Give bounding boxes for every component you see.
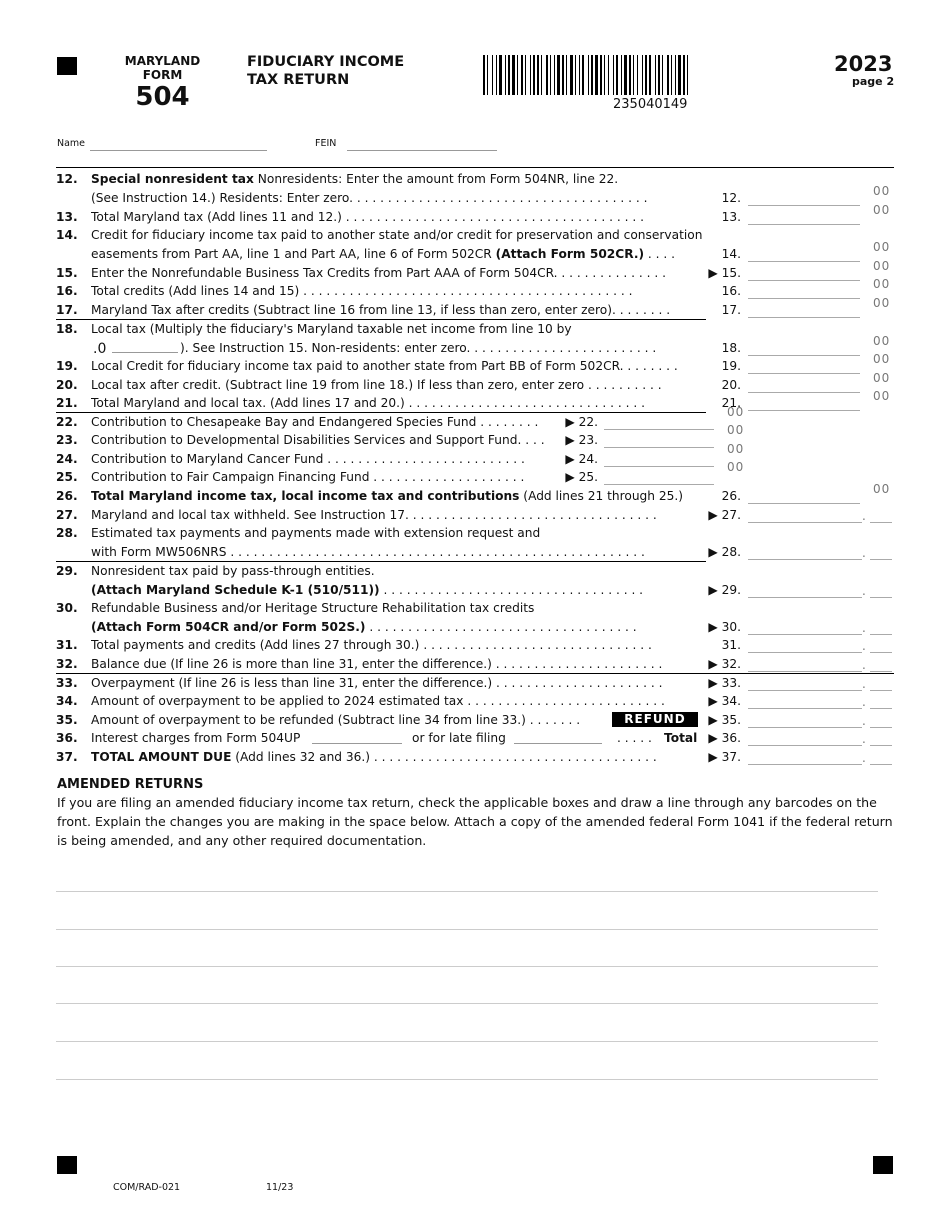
line-23-row [56,431,896,449]
line-29-cents-input[interactable] [870,583,892,598]
form-number: 504 [135,82,190,112]
line-25-input[interactable] [604,470,714,485]
line-24-cents: 00 [727,442,745,456]
line-32-cents-input[interactable] [870,657,892,672]
barcode-bar [483,55,485,95]
tax-year: 2023 [834,52,893,76]
line-ref-23: ▶ 23. [565,433,598,447]
name-label: Name [57,138,86,149]
barcode-bar [683,55,685,95]
line-ref-37: ▶ 37. [708,750,741,764]
barcode-bar [546,55,548,95]
barcode-bar [521,55,523,95]
total-label: Total [664,731,698,745]
line-32-decimal: . [862,658,866,672]
explanation-line-6[interactable] [56,1079,878,1080]
line-24-row [56,450,896,468]
line-12-bold: Special nonresident tax [91,172,254,186]
line-ref-19: 19. [721,359,741,373]
barcode-bar [678,55,681,95]
barcode-bar [499,55,502,95]
line-15-text: Enter the Nonrefundable Business Tax Credits from Part AAA of Form 504CR. . . . . . . . . . . . . . . [91,266,666,280]
page-number: page 2 [852,75,895,88]
line-ref-26: 26. [721,489,741,503]
line-28-row [56,524,896,542]
line-27-cents-input[interactable] [870,508,892,523]
line-ref-17: 17. [721,303,741,317]
section-divider [56,167,894,168]
line-24-text: Contribution to Maryland Cancer Fund . . . . . . . . . . . . . . . . . . . . . . . . . . [91,452,525,466]
line-29-bold: (Attach Maryland Schedule K-1 (510/511)) [91,583,380,597]
line-number-13: 13. [56,210,78,224]
line-number-32: 32. [56,657,78,671]
barcode-bar [505,55,506,95]
line-29-decimal: . [862,584,866,598]
barcode-bar [537,55,539,95]
line-30-cents-input[interactable] [870,620,892,635]
line-28-cents-input[interactable] [870,545,892,560]
line-number-27: 27. [56,508,78,522]
line-14-pre: easements from Part AA, line 1 and Part AA, line 6 of Form 502CR [91,247,496,261]
form-code: COM/RAD-021 [113,1182,181,1193]
interest-504up-input[interactable] [312,743,402,744]
line-number-18: 18. [56,322,78,336]
barcode-bar [517,55,518,95]
state-name: MARYLAND [124,54,201,68]
local-rate-input[interactable] [112,352,178,353]
line-12-cents: 00 [873,184,891,198]
explanation-line-3[interactable] [56,966,878,967]
line-ref-30: ▶ 30. [708,620,741,634]
line-36-input[interactable] [748,731,862,746]
registration-mark-top-left [57,57,77,75]
line-27-text: Maryland and local tax withheld. See Instruction 17. . . . . . . . . . . . . . . . . . . . . . . . . . . . . . . . . [91,508,657,522]
line-20-cents: 00 [873,371,891,385]
line-ref-24: ▶ 24. [565,452,598,466]
barcode-bar [621,55,622,95]
line-30-text-2 [91,618,703,636]
line-30-row [56,599,896,617]
line-26-cents: 00 [873,482,891,496]
line-number-33: 33. [56,676,78,690]
line-37-decimal: . [862,751,866,765]
barcode [483,55,691,95]
barcode-bar [533,55,535,95]
line-18-cents: 00 [873,334,891,348]
line-22-text: Contribution to Chesapeake Bay and Endangered Species Fund . . . . . . . . [91,415,539,429]
line-14-cents: 00 [873,240,891,254]
line-ref-27: ▶ 27. [708,508,741,522]
line-31-input[interactable] [748,638,862,653]
line-37-bold: TOTAL AMOUNT DUE [91,750,232,764]
line-22-input[interactable] [604,415,714,430]
line-number-28: 28. [56,526,78,540]
line-22-row [56,413,896,431]
line-18-input[interactable] [748,341,860,356]
late-filing-label: or for late filing [412,731,506,745]
barcode-bar [512,55,515,95]
line-18-text-2: ). See Instruction 15. Non-residents: enter zero. . . . . . . . . . . . . . . . . . . . . . . . . [180,341,657,355]
line-18-text: Local tax (Multiply the fiduciary's Maryland taxable net income from line 10 by [91,322,572,336]
barcode-bar [658,55,660,95]
line-ref-15: ▶ 15. [708,266,741,280]
barcode-bar [525,55,526,95]
line-26-bold: Total Maryland income tax, local income tax and contributions [91,489,520,503]
line-12-text-2: (See Instruction 14.) Residents: Enter zero. . . . . . . . . . . . . . . . . . . . . . . . . . . . . . . . . . . . . . . [91,191,648,205]
title-line-2: TAX RETURN [247,72,350,88]
line-21-cents: 00 [873,389,891,403]
line-number-30: 30. [56,601,78,615]
line-ref-28: ▶ 28. [708,545,741,559]
line-14-row [56,226,896,244]
line-37-text [91,748,703,766]
line-29-text: Nonresident tax paid by pass-through entities. [91,564,375,578]
line-22-cents: 00 [727,405,745,419]
line-35-input[interactable] [748,713,862,728]
barcode-bar [608,55,609,95]
line-19-cents: 00 [873,352,891,366]
barcode-bar [649,55,651,95]
line-ref-20: 20. [721,378,741,392]
line-ref-33: ▶ 33. [708,676,741,690]
line-34-input[interactable] [748,694,862,709]
barcode-bar [530,55,531,95]
line-number-26: 26. [56,489,78,503]
line-23-input[interactable] [604,433,714,448]
local-rate-prefix: .0 [93,341,107,357]
line-15-input[interactable] [748,266,860,281]
line-32-input[interactable] [748,657,862,672]
barcode-bar [487,55,488,95]
line-29-input[interactable] [748,583,862,598]
line-30-text: Refundable Business and/or Heritage Structure Rehabilitation tax credits [91,601,535,615]
line-31-cents-input[interactable] [870,638,892,653]
line-13-text: Total Maryland tax (Add lines 11 and 12.) . . . . . . . . . . . . . . . . . . . . . . . . . . . . . . . . . . . . . . . [91,210,645,224]
line-35-decimal: . [862,714,866,728]
explanation-line-2[interactable] [56,929,878,930]
barcode-bar [613,55,614,95]
line-number-34: 34. [56,694,78,708]
line-16-cents: 00 [873,277,891,291]
line-number-17: 17. [56,303,78,317]
line-16-text: Total credits (Add lines 14 and 15) . . . . . . . . . . . . . . . . . . . . . . . . . . . . . . . . . . . . . . . . . . . [91,284,633,298]
barcode-bar [570,55,573,95]
line-number-37: 37. [56,750,78,764]
line-31-decimal: . [862,639,866,653]
barcode-bar [671,55,672,95]
line-21-input[interactable] [748,396,860,411]
line-14-input[interactable] [748,247,860,262]
line-number-24: 24. [56,452,78,466]
line-ref-16: 16. [721,284,741,298]
line-number-16: 16. [56,284,78,298]
line-number-22: 22. [56,415,78,429]
line-34-cents-input[interactable] [870,694,892,709]
line-number-35: 35. [56,713,78,727]
line-15-cents: 00 [873,259,891,273]
line-31-text: Total payments and credits (Add lines 27 through 30.) . . . . . . . . . . . . . . . . . . . . . . . . . . . . . . [91,638,652,652]
registration-mark-bottom-right [873,1156,893,1174]
line-14-bold: (Attach Form 502CR.) [495,247,645,261]
line-ref-21: 21. [721,396,741,410]
line-36-dots: . . . . . [617,731,652,745]
barcode-bar [604,55,605,95]
name-input[interactable] [90,150,267,151]
barcode-bar [582,55,584,95]
barcode-number: 235040149 [613,97,688,112]
line-14-post: . . . . [644,247,676,261]
line-number-14: 14. [56,228,78,242]
line-ref-29: ▶ 29. [708,583,741,597]
barcode-bar [642,55,643,95]
line-37-input[interactable] [748,750,862,765]
line-20-text: Local tax after credit. (Subtract line 19 from line 18.) If less than zero, enter zero . . . . . . . . . . [91,378,662,392]
barcode-bar [616,55,618,95]
line-36-decimal: . [862,732,866,746]
fein-label: FEIN [315,138,337,149]
line-25-cents: 00 [727,460,745,474]
line-12-label [91,170,618,188]
line-26-text: (Add lines 21 through 25.) [519,489,684,503]
line-37-rest: (Add lines 32 and 36.) . . . . . . . . . . . . . . . . . . . . . . . . . . . . . . . . . . . . . [231,750,657,764]
line-ref-13: 13. [721,210,741,224]
line-ref-35: ▶ 35. [708,713,741,727]
line-34-text: Amount of overpayment to be applied to 2024 estimated tax . . . . . . . . . . . . . . . . . . . . . . . . . . [91,694,665,708]
form-title [247,53,404,89]
barcode-bar [600,55,602,95]
form-word: FORM [142,68,183,82]
line-30-input[interactable] [748,620,862,635]
line-ref-34: ▶ 34. [708,694,741,708]
amended-heading: AMENDED RETURNS [57,777,204,792]
barcode-bar [575,55,576,95]
barcode-bar [591,55,593,95]
line-35-text: Amount of overpayment to be refunded (Subtract line 34 from line 33.) . . . . . . . [91,713,581,727]
fein-input[interactable] [347,150,497,151]
late-filing-input[interactable] [514,743,602,744]
explanation-line-1[interactable] [56,891,878,892]
barcode-bar [595,55,598,95]
barcode-bar [557,55,560,95]
line-33-decimal: . [862,677,866,691]
amended-text: If you are filing an amended fiduciary income tax return, check the applicable boxes and draw a line through any barcodes on the front. Explain the changes you are making in the space below. Attach a copy of the amended federal Form 1041 if the federal return is being amended, and any other required documentation. [57,795,893,848]
line-25-text: Contribution to Fair Campaign Financing Fund . . . . . . . . . . . . . . . . . . . . [91,470,525,484]
line-21-text: Total Maryland and local tax. (Add lines 17 and 20.) . . . . . . . . . . . . . . . . . . . . . . . . . . . . . . . [91,396,645,410]
line-number-29: 29. [56,564,78,578]
barcode-bars [483,55,691,95]
line-number-20: 20. [56,378,78,392]
line-number-36: 36. [56,731,78,745]
line-12-row [56,170,896,188]
line-ref-12: 12. [721,191,741,205]
line-33-input[interactable] [748,676,862,691]
line-number-31: 31. [56,638,78,652]
barcode-bar [629,55,631,95]
line-37-cents-input[interactable] [870,750,892,765]
barcode-bar [508,55,510,95]
line-23-text: Contribution to Developmental Disabilities Services and Support Fund. . . . [91,433,545,447]
line-26-label [91,487,683,505]
line-33-cents-input[interactable] [870,676,892,691]
refund-label: REFUND [612,712,698,727]
line-20-input[interactable] [748,378,860,393]
line-30-rest: . . . . . . . . . . . . . . . . . . . . . . . . . . . . . . . . . . . [365,620,637,634]
line-number-25: 25. [56,470,78,484]
line-19-input[interactable] [748,359,860,374]
barcode-bar [550,55,551,95]
line-number-19: 19. [56,359,78,373]
barcode-bar [562,55,564,95]
barcode-bar [496,55,497,95]
barcode-bar [655,55,656,95]
form-date: 11/23 [266,1182,294,1193]
line-23-cents: 00 [727,423,745,437]
title-line-1: FIDUCIARY INCOME [247,54,405,70]
line-14-text: Credit for fiduciary income tax paid to another state and/or credit for preservation and conservation [91,228,703,242]
line-17-input[interactable] [748,303,860,318]
line-34-decimal: . [862,695,866,709]
line-13-input[interactable] [748,210,860,225]
line-28-decimal: . [862,546,866,560]
line-36-cents-input[interactable] [870,731,892,746]
registration-mark-bottom-left [57,1156,77,1174]
explanation-line-5[interactable] [56,1041,878,1042]
barcode-bar [624,55,627,95]
form-state [115,54,210,82]
line-27-input[interactable] [748,508,862,523]
line-16-input[interactable] [748,284,860,299]
barcode-bar [588,55,589,95]
line-27-decimal: . [862,509,866,523]
line-29-row [56,562,896,580]
line-ref-31: 31. [721,638,741,652]
line-35-cents-input[interactable] [870,713,892,728]
line-ref-18: 18. [721,341,741,355]
line-28-text-2: with Form MW506NRS . . . . . . . . . . . . . . . . . . . . . . . . . . . . . . . . . . . . . . . . . . . . . . . . . . . . . . [91,545,645,559]
line-25-row [56,468,896,486]
line-28-input[interactable] [748,545,862,560]
line-ref-14: 14. [721,247,741,261]
explanation-line-4[interactable] [56,1003,878,1004]
barcode-bar [541,55,542,95]
line-17-text: Maryland Tax after credits (Subtract line 16 from line 13, if less than zero, enter zero). . . . . . . . [91,303,671,317]
line-number-23: 23. [56,433,78,447]
barcode-bar [492,55,493,95]
line-ref-22: ▶ 22. [565,415,598,429]
line-28-text: Estimated tax payments and payments made with extension request and [91,526,541,540]
line-29-text-2 [91,581,703,599]
line-32-text: Balance due (If line 26 is more than line 31, enter the difference.) . . . . . . . . . . . . . . . . . . . . . . [91,657,663,671]
line-24-input[interactable] [604,452,714,467]
barcode-bar [687,55,688,95]
line-29-rest: . . . . . . . . . . . . . . . . . . . . . . . . . . . . . . . . . . [379,583,644,597]
barcode-bar [637,55,638,95]
line-19-text: Local Credit for fiduciary income tax paid to another state from Part BB of Form 502CR. . . . . . . . [91,359,678,373]
line-14-text-2 [91,245,675,263]
barcode-bar [662,55,663,95]
line-30-decimal: . [862,621,866,635]
line-ref-32: ▶ 32. [708,657,741,671]
line-33-text: Overpayment (If line 26 is less than line 31, enter the difference.) . . . . . . . . . . . . . . . . . . . . . . [91,676,663,690]
barcode-bar [566,55,567,95]
line-26-input[interactable] [748,489,860,504]
barcode-bar [645,55,647,95]
line-36-text: Interest charges from Form 504UP [91,731,301,745]
barcode-bar [579,55,580,95]
line-ref-36: ▶ 36. [708,731,741,745]
line-number-15: 15. [56,266,78,280]
line-30-bold: (Attach Form 504CR and/or Form 502S.) [91,620,366,634]
line-number-12: 12. [56,172,78,186]
line-17-cents: 00 [873,296,891,310]
line-18-row [56,320,896,338]
line-13-cents: 00 [873,203,891,217]
barcode-bar [675,55,676,95]
line-12-input[interactable] [748,191,860,206]
line-number-21: 21. [56,396,78,410]
barcode-bar [667,55,669,95]
barcode-bar [554,55,555,95]
line-12-text: Nonresidents: Enter the amount from Form 504NR, line 22. [253,172,619,186]
line-ref-25: ▶ 25. [565,470,598,484]
barcode-bar [633,55,634,95]
